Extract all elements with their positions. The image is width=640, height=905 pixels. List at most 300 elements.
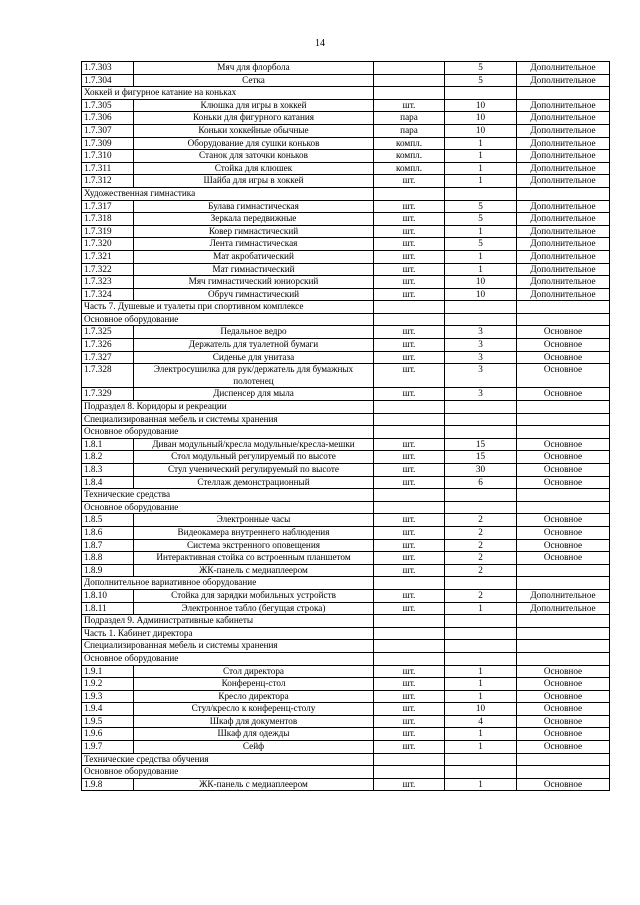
item-name: Ковер гимнастический [134, 225, 374, 238]
item-code: 1.7.322 [82, 263, 134, 276]
item-quantity: 10 [445, 99, 517, 112]
item-quantity: 3 [445, 388, 517, 401]
item-code: 1.8.9 [82, 564, 134, 577]
item-quantity: 3 [445, 326, 517, 339]
empty-cell [374, 652, 445, 665]
item-name: Сетка [134, 74, 374, 87]
item-type: Основное [517, 438, 610, 451]
item-name: Электронное табло (бегущая строка) [134, 602, 374, 615]
section-row [82, 753, 610, 766]
table-row [82, 99, 610, 112]
empty-cell [374, 87, 445, 100]
section-row [82, 426, 610, 439]
empty-cell [445, 401, 517, 414]
table-row [82, 451, 610, 464]
item-quantity: 10 [445, 703, 517, 716]
item-code: 1.7.325 [82, 326, 134, 339]
item-code: 1.8.8 [82, 552, 134, 565]
item-unit: шт. [374, 451, 445, 464]
item-type: Основное [517, 678, 610, 691]
item-type: Основное [517, 364, 610, 388]
empty-cell [445, 652, 517, 665]
section-row [82, 187, 610, 200]
empty-cell [445, 301, 517, 314]
empty-cell [517, 426, 610, 439]
item-name: Обруч гимнастический [134, 288, 374, 301]
item-type: Дополнительное [517, 124, 610, 137]
item-type: Основное [517, 715, 610, 728]
table-row [82, 137, 610, 150]
equipment-table [81, 61, 610, 791]
item-type: Дополнительное [517, 238, 610, 251]
empty-cell [445, 577, 517, 590]
item-name: Держатель для туалетной бумаги [134, 339, 374, 352]
section-row [82, 652, 610, 665]
table-row [82, 351, 610, 364]
item-unit: шт. [374, 602, 445, 615]
section-row [82, 615, 610, 628]
item-type: Основное [517, 539, 610, 552]
empty-cell [517, 413, 610, 426]
empty-cell [374, 413, 445, 426]
item-name: Диван модульный/кресла модульные/кресла-мешки [134, 438, 374, 451]
item-quantity: 1 [445, 665, 517, 678]
item-unit: шт. [374, 703, 445, 716]
item-unit: шт. [374, 778, 445, 791]
item-name: Стол директора [134, 665, 374, 678]
item-unit: шт. [374, 388, 445, 401]
item-quantity: 1 [445, 690, 517, 703]
section-row [82, 401, 610, 414]
item-name: Стул/кресло к конференц-столу [134, 703, 374, 716]
item-name: Коньки для фигурного катания [134, 112, 374, 125]
empty-cell [517, 766, 610, 779]
table-row [82, 741, 610, 754]
item-unit: шт. [374, 665, 445, 678]
item-type: Дополнительное [517, 112, 610, 125]
item-code: 1.8.6 [82, 526, 134, 539]
item-unit: шт. [374, 690, 445, 703]
item-code: 1.7.319 [82, 225, 134, 238]
item-code: 1.7.309 [82, 137, 134, 150]
table-row [82, 464, 610, 477]
section-heading: Основное оборудование [82, 313, 374, 326]
item-name: Шкаф для документов [134, 715, 374, 728]
table-row [82, 539, 610, 552]
item-name: Диспенсер для мыла [134, 388, 374, 401]
item-code: 1.9.7 [82, 741, 134, 754]
item-code: 1.7.326 [82, 339, 134, 352]
table-row [82, 703, 610, 716]
item-code: 1.7.324 [82, 288, 134, 301]
empty-cell [517, 577, 610, 590]
item-code: 1.9.6 [82, 728, 134, 741]
item-type: Дополнительное [517, 150, 610, 163]
item-code: 1.8.11 [82, 602, 134, 615]
section-heading: Часть 1. Кабинет директора [82, 627, 374, 640]
item-unit: шт. [374, 99, 445, 112]
item-code: 1.9.4 [82, 703, 134, 716]
table-row [82, 339, 610, 352]
table-row [82, 514, 610, 527]
item-quantity: 1 [445, 602, 517, 615]
item-unit: шт. [374, 464, 445, 477]
empty-cell [374, 313, 445, 326]
item-unit: шт. [374, 250, 445, 263]
item-quantity: 4 [445, 715, 517, 728]
item-name: Кресло директора [134, 690, 374, 703]
item-quantity: 1 [445, 250, 517, 263]
item-quantity: 3 [445, 351, 517, 364]
item-unit: шт. [374, 728, 445, 741]
item-name: Сиденье для унитаза [134, 351, 374, 364]
item-type: Основное [517, 476, 610, 489]
item-type: Основное [517, 552, 610, 565]
item-quantity: 10 [445, 288, 517, 301]
item-code: 1.8.10 [82, 589, 134, 602]
table-row [82, 213, 610, 226]
item-name: Стол модульный регулируемый по высоте [134, 451, 374, 464]
section-row [82, 87, 610, 100]
section-heading: Технические средства обучения [82, 753, 374, 766]
item-type: Дополнительное [517, 162, 610, 175]
item-name: Стул ученический регулируемый по высоте [134, 464, 374, 477]
section-heading: Основное оборудование [82, 766, 374, 779]
item-type: Основное [517, 514, 610, 527]
item-code: 1.7.304 [82, 74, 134, 87]
empty-cell [374, 301, 445, 314]
empty-cell [445, 753, 517, 766]
item-name: Электросушилка для рук/держатель для бумажных полотенец [134, 364, 374, 388]
table-row [82, 263, 610, 276]
item-name: Сейф [134, 741, 374, 754]
item-name: Шкаф для одежды [134, 728, 374, 741]
item-code: 1.9.5 [82, 715, 134, 728]
table-row [82, 225, 610, 238]
empty-cell [517, 501, 610, 514]
item-quantity: 5 [445, 238, 517, 251]
item-type: Дополнительное [517, 288, 610, 301]
item-name: Видеокамера внутреннего наблюдения [134, 526, 374, 539]
item-code: 1.8.1 [82, 438, 134, 451]
empty-cell [374, 766, 445, 779]
empty-cell [445, 313, 517, 326]
empty-cell [445, 413, 517, 426]
section-heading: Подраздел 9. Административные кабинеты [82, 615, 374, 628]
table-row [82, 162, 610, 175]
empty-cell [445, 489, 517, 502]
table-row [82, 124, 610, 137]
section-heading: Дополнительное вариативное оборудование [82, 577, 374, 590]
item-name: Зеркала передвижные [134, 213, 374, 226]
item-quantity: 5 [445, 200, 517, 213]
item-quantity: 1 [445, 175, 517, 188]
item-code: 1.7.306 [82, 112, 134, 125]
item-unit: шт. [374, 364, 445, 388]
section-row [82, 489, 610, 502]
item-quantity: 10 [445, 112, 517, 125]
item-code: 1.9.1 [82, 665, 134, 678]
item-code: 1.8.4 [82, 476, 134, 489]
empty-cell [517, 627, 610, 640]
item-quantity: 5 [445, 74, 517, 87]
item-code: 1.7.318 [82, 213, 134, 226]
item-code: 1.7.329 [82, 388, 134, 401]
item-unit: шт. [374, 514, 445, 527]
item-quantity: 2 [445, 589, 517, 602]
item-unit: компл. [374, 162, 445, 175]
empty-cell [517, 301, 610, 314]
item-unit [374, 62, 445, 75]
item-type [517, 564, 610, 577]
item-unit: шт. [374, 339, 445, 352]
item-code: 1.7.317 [82, 200, 134, 213]
item-unit: шт. [374, 351, 445, 364]
item-name: Мяч гимнастический юниорский [134, 276, 374, 289]
item-unit [374, 74, 445, 87]
item-unit: шт. [374, 589, 445, 602]
item-quantity: 10 [445, 276, 517, 289]
item-quantity: 1 [445, 678, 517, 691]
item-quantity: 2 [445, 514, 517, 527]
item-unit: шт. [374, 200, 445, 213]
table-row [82, 526, 610, 539]
section-heading: Основное оборудование [82, 501, 374, 514]
item-quantity: 30 [445, 464, 517, 477]
item-unit: шт. [374, 678, 445, 691]
table-row [82, 250, 610, 263]
item-name: Мат гимнастический [134, 263, 374, 276]
section-row [82, 640, 610, 653]
table-row [82, 438, 610, 451]
table-row [82, 238, 610, 251]
page-number: 14 [315, 38, 325, 49]
item-quantity: 2 [445, 564, 517, 577]
item-quantity: 1 [445, 741, 517, 754]
section-row [82, 313, 610, 326]
empty-cell [374, 577, 445, 590]
item-code: 1.8.5 [82, 514, 134, 527]
table-row [82, 150, 610, 163]
item-type: Дополнительное [517, 263, 610, 276]
item-code: 1.7.323 [82, 276, 134, 289]
item-unit: шт. [374, 552, 445, 565]
empty-cell [374, 187, 445, 200]
table-row [82, 564, 610, 577]
item-code: 1.7.328 [82, 364, 134, 388]
empty-cell [517, 313, 610, 326]
item-unit: шт. [374, 539, 445, 552]
item-type: Основное [517, 665, 610, 678]
empty-cell [445, 501, 517, 514]
equipment-table-body [82, 62, 610, 791]
item-type: Основное [517, 388, 610, 401]
item-name: Педальное ведро [134, 326, 374, 339]
item-unit: компл. [374, 150, 445, 163]
empty-cell [445, 187, 517, 200]
section-heading: Основное оборудование [82, 426, 374, 439]
section-heading: Художественная гимнастика [82, 187, 374, 200]
empty-cell [374, 753, 445, 766]
item-unit: шт. [374, 288, 445, 301]
item-type: Основное [517, 464, 610, 477]
item-name: ЖК-панель с медиаплеером [134, 564, 374, 577]
item-unit: шт. [374, 476, 445, 489]
item-code: 1.7.310 [82, 150, 134, 163]
item-unit: пара [374, 124, 445, 137]
item-quantity: 15 [445, 451, 517, 464]
table-row [82, 665, 610, 678]
item-code: 1.8.2 [82, 451, 134, 464]
item-unit: шт. [374, 263, 445, 276]
item-quantity: 10 [445, 124, 517, 137]
section-row [82, 301, 610, 314]
empty-cell [374, 501, 445, 514]
table-row [82, 326, 610, 339]
empty-cell [374, 615, 445, 628]
empty-cell [517, 640, 610, 653]
item-name: Стойка для зарядки мобильных устройств [134, 589, 374, 602]
empty-cell [517, 753, 610, 766]
item-name: Лента гимнастическая [134, 238, 374, 251]
item-quantity: 3 [445, 339, 517, 352]
item-type: Основное [517, 339, 610, 352]
item-type: Дополнительное [517, 99, 610, 112]
section-row [82, 627, 610, 640]
empty-cell [445, 426, 517, 439]
section-row [82, 577, 610, 590]
empty-cell [374, 489, 445, 502]
item-name: Стойка для клюшек [134, 162, 374, 175]
table-row [82, 62, 610, 75]
table-row [82, 476, 610, 489]
item-code: 1.7.311 [82, 162, 134, 175]
empty-cell [445, 87, 517, 100]
item-type: Дополнительное [517, 62, 610, 75]
item-unit: шт. [374, 175, 445, 188]
item-type: Дополнительное [517, 225, 610, 238]
item-code: 1.7.321 [82, 250, 134, 263]
item-quantity: 1 [445, 137, 517, 150]
section-row [82, 413, 610, 426]
section-heading: Подраздел 8. Коридоры и рекреации [82, 401, 374, 414]
item-quantity: 15 [445, 438, 517, 451]
item-quantity: 2 [445, 539, 517, 552]
table-row [82, 364, 610, 388]
item-unit: пара [374, 112, 445, 125]
section-heading: Специализированная мебель и системы хранения [82, 413, 374, 426]
item-code: 1.8.7 [82, 539, 134, 552]
section-row [82, 766, 610, 779]
item-quantity: 5 [445, 62, 517, 75]
item-type: Основное [517, 326, 610, 339]
table-row [82, 602, 610, 615]
item-unit: шт. [374, 238, 445, 251]
item-unit: шт. [374, 438, 445, 451]
item-name: Мяч для флорбола [134, 62, 374, 75]
item-code: 1.7.327 [82, 351, 134, 364]
item-type: Основное [517, 690, 610, 703]
empty-cell [517, 87, 610, 100]
empty-cell [517, 401, 610, 414]
item-unit: шт. [374, 213, 445, 226]
item-name: Оборудование для сушки коньков [134, 137, 374, 150]
item-unit: шт. [374, 326, 445, 339]
item-code: 1.7.307 [82, 124, 134, 137]
section-row [82, 501, 610, 514]
item-unit: шт. [374, 741, 445, 754]
table-row [82, 200, 610, 213]
section-heading: Часть 7. Душевые и туалеты при спортивном комплексе [82, 301, 374, 314]
empty-cell [517, 615, 610, 628]
empty-cell [445, 615, 517, 628]
table-row [82, 388, 610, 401]
item-quantity: 1 [445, 778, 517, 791]
item-name: Система экстренного оповещения [134, 539, 374, 552]
table-row [82, 74, 610, 87]
table-row [82, 276, 610, 289]
item-code: 1.7.320 [82, 238, 134, 251]
item-quantity: 1 [445, 728, 517, 741]
empty-cell [517, 652, 610, 665]
item-name: Клюшка для игры в хоккей [134, 99, 374, 112]
item-name: Шайба для игры в хоккей [134, 175, 374, 188]
item-name: Стеллаж демонстрационный [134, 476, 374, 489]
item-name: ЖК-панель с медиаплеером [134, 778, 374, 791]
item-name: Конференц-стол [134, 678, 374, 691]
item-type: Основное [517, 451, 610, 464]
table-row [82, 728, 610, 741]
item-quantity: 3 [445, 364, 517, 388]
item-quantity: 1 [445, 162, 517, 175]
empty-cell [517, 489, 610, 502]
item-type: Основное [517, 741, 610, 754]
item-code: 1.9.2 [82, 678, 134, 691]
section-heading: Технические средства [82, 489, 374, 502]
item-code: 1.7.305 [82, 99, 134, 112]
item-type: Дополнительное [517, 276, 610, 289]
item-type: Основное [517, 351, 610, 364]
section-heading: Основное оборудование [82, 652, 374, 665]
item-quantity: 6 [445, 476, 517, 489]
section-heading: Хоккей и фигурное катание на коньках [82, 87, 374, 100]
empty-cell [445, 627, 517, 640]
item-name: Станок для заточки коньков [134, 150, 374, 163]
empty-cell [374, 640, 445, 653]
section-heading: Специализированная мебель и системы хранения [82, 640, 374, 653]
item-code: 1.7.303 [82, 62, 134, 75]
item-type: Дополнительное [517, 137, 610, 150]
table-row [82, 690, 610, 703]
item-type: Дополнительное [517, 200, 610, 213]
item-quantity: 1 [445, 263, 517, 276]
item-type: Дополнительное [517, 213, 610, 226]
table-row [82, 288, 610, 301]
item-code: 1.8.3 [82, 464, 134, 477]
empty-cell [517, 187, 610, 200]
item-type: Основное [517, 728, 610, 741]
item-unit: шт. [374, 715, 445, 728]
item-code: 1.9.3 [82, 690, 134, 703]
item-unit: шт. [374, 225, 445, 238]
item-quantity: 5 [445, 213, 517, 226]
item-name: Электронные часы [134, 514, 374, 527]
item-unit: шт. [374, 526, 445, 539]
item-type: Основное [517, 526, 610, 539]
item-type: Дополнительное [517, 589, 610, 602]
table-row [82, 678, 610, 691]
item-code: 1.7.312 [82, 175, 134, 188]
